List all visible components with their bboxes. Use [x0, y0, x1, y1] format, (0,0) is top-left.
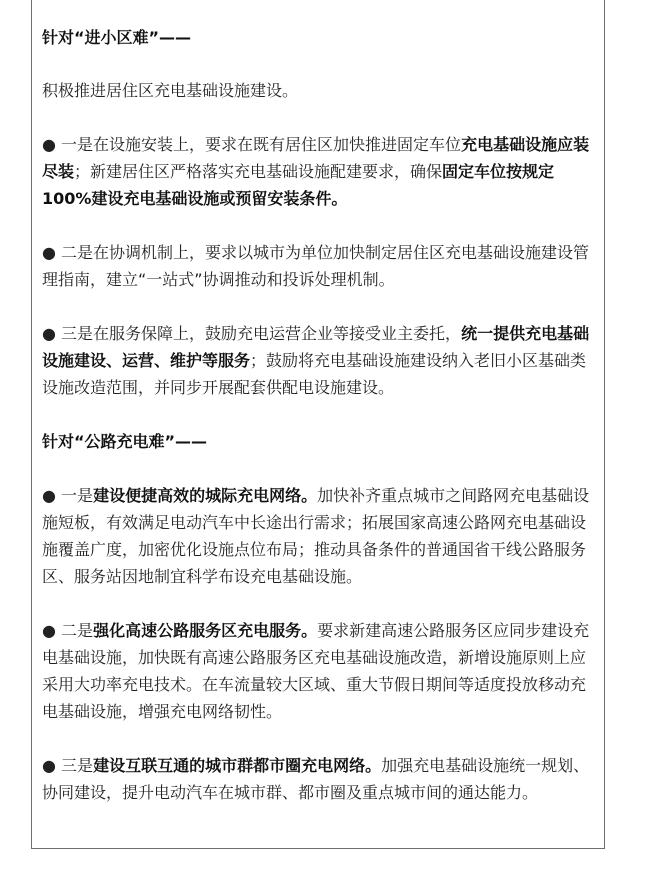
section-intro: 积极推进居住区充电基础设施建设。 [42, 81, 299, 100]
article-body [42, 24, 598, 806]
bullet-service: ● 三是在服务保障上，鼓励充电运营企业等接受业主委托，统一提供充电基础设施建设、运营、维护等服务；鼓励将充电基础设施建设纳入老旧小区基础类设施改造范围，并同步开展配套供配电设施建设。 [42, 324, 590, 397]
bullet-installation: ● 一是在设施安装上，要求在既有居住区加快推进固定车位充电基础设施应装尽装；新建居住区严格落实充电基础设施配建要求，确保固定车位按规定100%建设充电基础设施或预留安装条件。 [42, 135, 590, 208]
bullet-metro-network: ● 三是建设互联互通的城市群都市圈充电网络。加强充电基础设施统一规划、协同建设，提升电动汽车在城市群、都市圈及重点城市间的通达能力。 [42, 756, 590, 802]
bullet-intercity-network: ● 一是建设便捷高效的城际充电网络。加快补齐重点城市之间路网充电基础设施短板，有效满足电动汽车中长途出行需求；拓展国家高速公路网充电基础设施覆盖广度，加密优化设施点位布局；推动具备条件的普通国省干线公路服务区、服务站因地制宜科学布设充电基础设施。 [42, 486, 590, 586]
section-heading-community: 针对“进小区难”—— [42, 28, 192, 47]
bullet-coordination: ● 二是在协调机制上，要求以城市为单位加快制定居住区充电基础设施建设管理指南，建立“一站式”协调推动和投诉处理机制。 [42, 243, 590, 289]
bullet-highway-service: ● 二是强化高速公路服务区充电服务。要求新建高速公路服务区应同步建设充电基础设施，加快既有高速公路服务区充电基础设施改造，新增设施原则上应采用大功率充电技术。在车流量较大区域、重大节假日期间等适度投放移动充电基础设施，增强充电网络韧性。 [42, 621, 590, 721]
section-heading-highway: 针对“公路充电难”—— [42, 432, 208, 451]
